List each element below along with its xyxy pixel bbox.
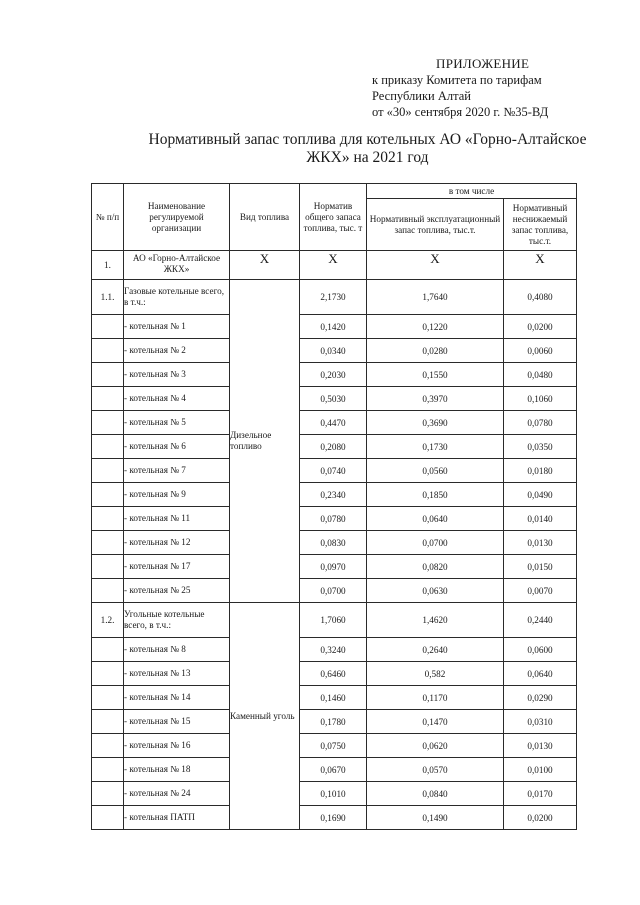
- table-row: [92, 734, 577, 758]
- row-name: Угольные котельные всего, в т.ч.:: [124, 603, 230, 638]
- row-expl: 0,3690: [367, 411, 504, 435]
- row-total: 0,0970: [300, 555, 367, 579]
- row-name: Газовые котельные всего, в т.ч.:: [124, 280, 230, 315]
- row-total: 0,2030: [300, 363, 367, 387]
- org-total: Х: [300, 251, 367, 280]
- row-num-empty: [92, 339, 124, 363]
- row-total: 2,1730: [300, 280, 367, 315]
- row-total: 0,1780: [300, 710, 367, 734]
- row-num-empty: [92, 806, 124, 830]
- row-num-empty: [92, 734, 124, 758]
- row-num-empty: [92, 507, 124, 531]
- row-num: 1.1.: [92, 280, 124, 315]
- row-nonred: 0,0640: [504, 662, 577, 686]
- table-row: [92, 339, 577, 363]
- row-nonred: 0,0150: [504, 555, 577, 579]
- row-nonred: 0,0170: [504, 782, 577, 806]
- row-total: 0,5030: [300, 387, 367, 411]
- row-num-empty: [92, 555, 124, 579]
- row-expl: 0,2640: [367, 638, 504, 662]
- row-nonred: 0,0480: [504, 363, 577, 387]
- row-nonred: 0,0780: [504, 411, 577, 435]
- row-expl: 0,0640: [367, 507, 504, 531]
- row-expl: 0,1550: [367, 363, 504, 387]
- row-expl: 1,4620: [367, 603, 504, 638]
- row-num-empty: [92, 662, 124, 686]
- row-name: - котельная № 24: [124, 782, 230, 806]
- appendix-header: [372, 56, 622, 120]
- row-name: - котельная ПАТП: [124, 806, 230, 830]
- row-name: - котельная № 14: [124, 686, 230, 710]
- table-row-org: [92, 251, 577, 280]
- row-nonred: 0,0130: [504, 531, 577, 555]
- table-row: [92, 435, 577, 459]
- table-row: [92, 411, 577, 435]
- org-fuel: Х: [230, 251, 300, 280]
- col-header-nonred: Нормативный неснижаемый запас топлива, тыс.т.: [504, 199, 577, 251]
- row-num-empty: [92, 710, 124, 734]
- document-title-line-1: Нормативный запас топлива для котельных АО «Горно-Алтайское: [148, 131, 587, 148]
- row-num-empty: [92, 579, 124, 603]
- row-name: - котельная № 2: [124, 339, 230, 363]
- row-num-empty: [92, 686, 124, 710]
- row-nonred: 0,1060: [504, 387, 577, 411]
- row-name: - котельная № 11: [124, 507, 230, 531]
- table-row: [92, 710, 577, 734]
- row-num-empty: [92, 411, 124, 435]
- row-total: 0,6460: [300, 662, 367, 686]
- table-row: [92, 483, 577, 507]
- row-name: - котельная № 9: [124, 483, 230, 507]
- row-total: 0,0340: [300, 339, 367, 363]
- appendix-line-3: от «30» сентября 2020 г. №35-ВД: [372, 105, 549, 119]
- table-row: [92, 387, 577, 411]
- document-title-line-2: ЖКХ» на 2021 год: [306, 149, 429, 166]
- org-name: АО «Горно-Алтайское ЖКХ»: [124, 251, 230, 280]
- row-name: - котельная № 13: [124, 662, 230, 686]
- row-num-empty: [92, 782, 124, 806]
- row-expl: 0,582: [367, 662, 504, 686]
- row-name: - котельная № 12: [124, 531, 230, 555]
- org-expl: Х: [367, 251, 504, 280]
- row-total: 0,1420: [300, 315, 367, 339]
- row-expl: 0,0280: [367, 339, 504, 363]
- row-name: - котельная № 17: [124, 555, 230, 579]
- row-num: 1.2.: [92, 603, 124, 638]
- row-fuel-type: Каменный уголь: [230, 603, 300, 830]
- col-header-including: в том числе: [367, 184, 577, 199]
- row-name: - котельная № 16: [124, 734, 230, 758]
- row-expl: 0,1220: [367, 315, 504, 339]
- col-header-name: Наименование регулируемой организации: [124, 184, 230, 251]
- table-row: [92, 686, 577, 710]
- row-expl: 0,1470: [367, 710, 504, 734]
- table-row: [92, 662, 577, 686]
- col-header-total: Норматив общего запаса топлива, тыс. т: [300, 184, 367, 251]
- row-name: - котельная № 5: [124, 411, 230, 435]
- row-total: 0,2340: [300, 483, 367, 507]
- row-num-empty: [92, 758, 124, 782]
- row-nonred: 0,0600: [504, 638, 577, 662]
- table-row-group: [92, 603, 577, 638]
- row-nonred: 0,0200: [504, 806, 577, 830]
- row-nonred: 0,0140: [504, 507, 577, 531]
- table-row: [92, 782, 577, 806]
- row-name: - котельная № 4: [124, 387, 230, 411]
- row-expl: 0,0570: [367, 758, 504, 782]
- col-header-num: № п/п: [92, 184, 124, 251]
- row-name: - котельная № 7: [124, 459, 230, 483]
- row-num-empty: [92, 531, 124, 555]
- table-row: [92, 507, 577, 531]
- row-total: 0,1010: [300, 782, 367, 806]
- row-expl: 0,0620: [367, 734, 504, 758]
- row-expl: 0,1170: [367, 686, 504, 710]
- row-nonred: 0,0310: [504, 710, 577, 734]
- fuel-reserve-table: [91, 183, 577, 830]
- row-total: 0,1690: [300, 806, 367, 830]
- table-row: [92, 459, 577, 483]
- table-row: [92, 531, 577, 555]
- row-name: - котельная № 15: [124, 710, 230, 734]
- row-nonred: 0,0060: [504, 339, 577, 363]
- row-expl: 0,0700: [367, 531, 504, 555]
- row-num-empty: [92, 315, 124, 339]
- appendix-line-1: к приказу Комитета по тарифам: [372, 73, 542, 87]
- row-nonred: 0,0100: [504, 758, 577, 782]
- org-nonred: Х: [504, 251, 577, 280]
- row-name: - котельная № 6: [124, 435, 230, 459]
- row-total: 0,0670: [300, 758, 367, 782]
- row-name: - котельная № 1: [124, 315, 230, 339]
- row-num-empty: [92, 483, 124, 507]
- row-nonred: 0,4080: [504, 280, 577, 315]
- table-body: [92, 251, 577, 830]
- table-row: [92, 315, 577, 339]
- row-total: 0,2080: [300, 435, 367, 459]
- row-expl: 0,1730: [367, 435, 504, 459]
- row-total: 0,4470: [300, 411, 367, 435]
- row-expl: 0,0560: [367, 459, 504, 483]
- row-expl: 0,3970: [367, 387, 504, 411]
- row-expl: 0,0840: [367, 782, 504, 806]
- row-nonred: 0,0180: [504, 459, 577, 483]
- row-num-empty: [92, 459, 124, 483]
- document-title: [95, 131, 640, 167]
- row-name: - котельная № 25: [124, 579, 230, 603]
- table-row: [92, 579, 577, 603]
- row-num-empty: [92, 638, 124, 662]
- org-num: 1.: [92, 251, 124, 280]
- col-header-expl: Нормативный эксплуатационный запас топлива, тыс.т.: [367, 199, 504, 251]
- header-row-1: [92, 184, 577, 199]
- row-name: - котельная № 8: [124, 638, 230, 662]
- row-num-empty: [92, 363, 124, 387]
- row-total: 0,0830: [300, 531, 367, 555]
- row-expl: 1,7640: [367, 280, 504, 315]
- row-name: - котельная № 18: [124, 758, 230, 782]
- row-name: - котельная № 3: [124, 363, 230, 387]
- appendix-line-2: Республики Алтай: [372, 89, 471, 103]
- row-nonred: 0,0200: [504, 315, 577, 339]
- row-nonred: 0,0130: [504, 734, 577, 758]
- row-total: 1,7060: [300, 603, 367, 638]
- row-nonred: 0,0290: [504, 686, 577, 710]
- table-row: [92, 806, 577, 830]
- row-expl: 0,0820: [367, 555, 504, 579]
- row-num-empty: [92, 435, 124, 459]
- row-total: 0,3240: [300, 638, 367, 662]
- row-expl: 0,1490: [367, 806, 504, 830]
- row-expl: 0,0630: [367, 579, 504, 603]
- appendix-title: ПРИЛОЖЕНИЕ: [436, 56, 530, 71]
- row-nonred: 0,0070: [504, 579, 577, 603]
- row-total: 0,0750: [300, 734, 367, 758]
- table-row-group: [92, 280, 577, 315]
- table-row: [92, 638, 577, 662]
- row-total: 0,0740: [300, 459, 367, 483]
- row-fuel-type: Дизельное топливо: [230, 280, 300, 603]
- col-header-fuel: Вид топлива: [230, 184, 300, 251]
- table-row: [92, 555, 577, 579]
- table-row: [92, 363, 577, 387]
- row-total: 0,1460: [300, 686, 367, 710]
- row-total: 0,0780: [300, 507, 367, 531]
- table-row: [92, 758, 577, 782]
- row-nonred: 0,0350: [504, 435, 577, 459]
- row-nonred: 0,2440: [504, 603, 577, 638]
- row-total: 0,0700: [300, 579, 367, 603]
- row-nonred: 0,0490: [504, 483, 577, 507]
- row-num-empty: [92, 387, 124, 411]
- row-expl: 0,1850: [367, 483, 504, 507]
